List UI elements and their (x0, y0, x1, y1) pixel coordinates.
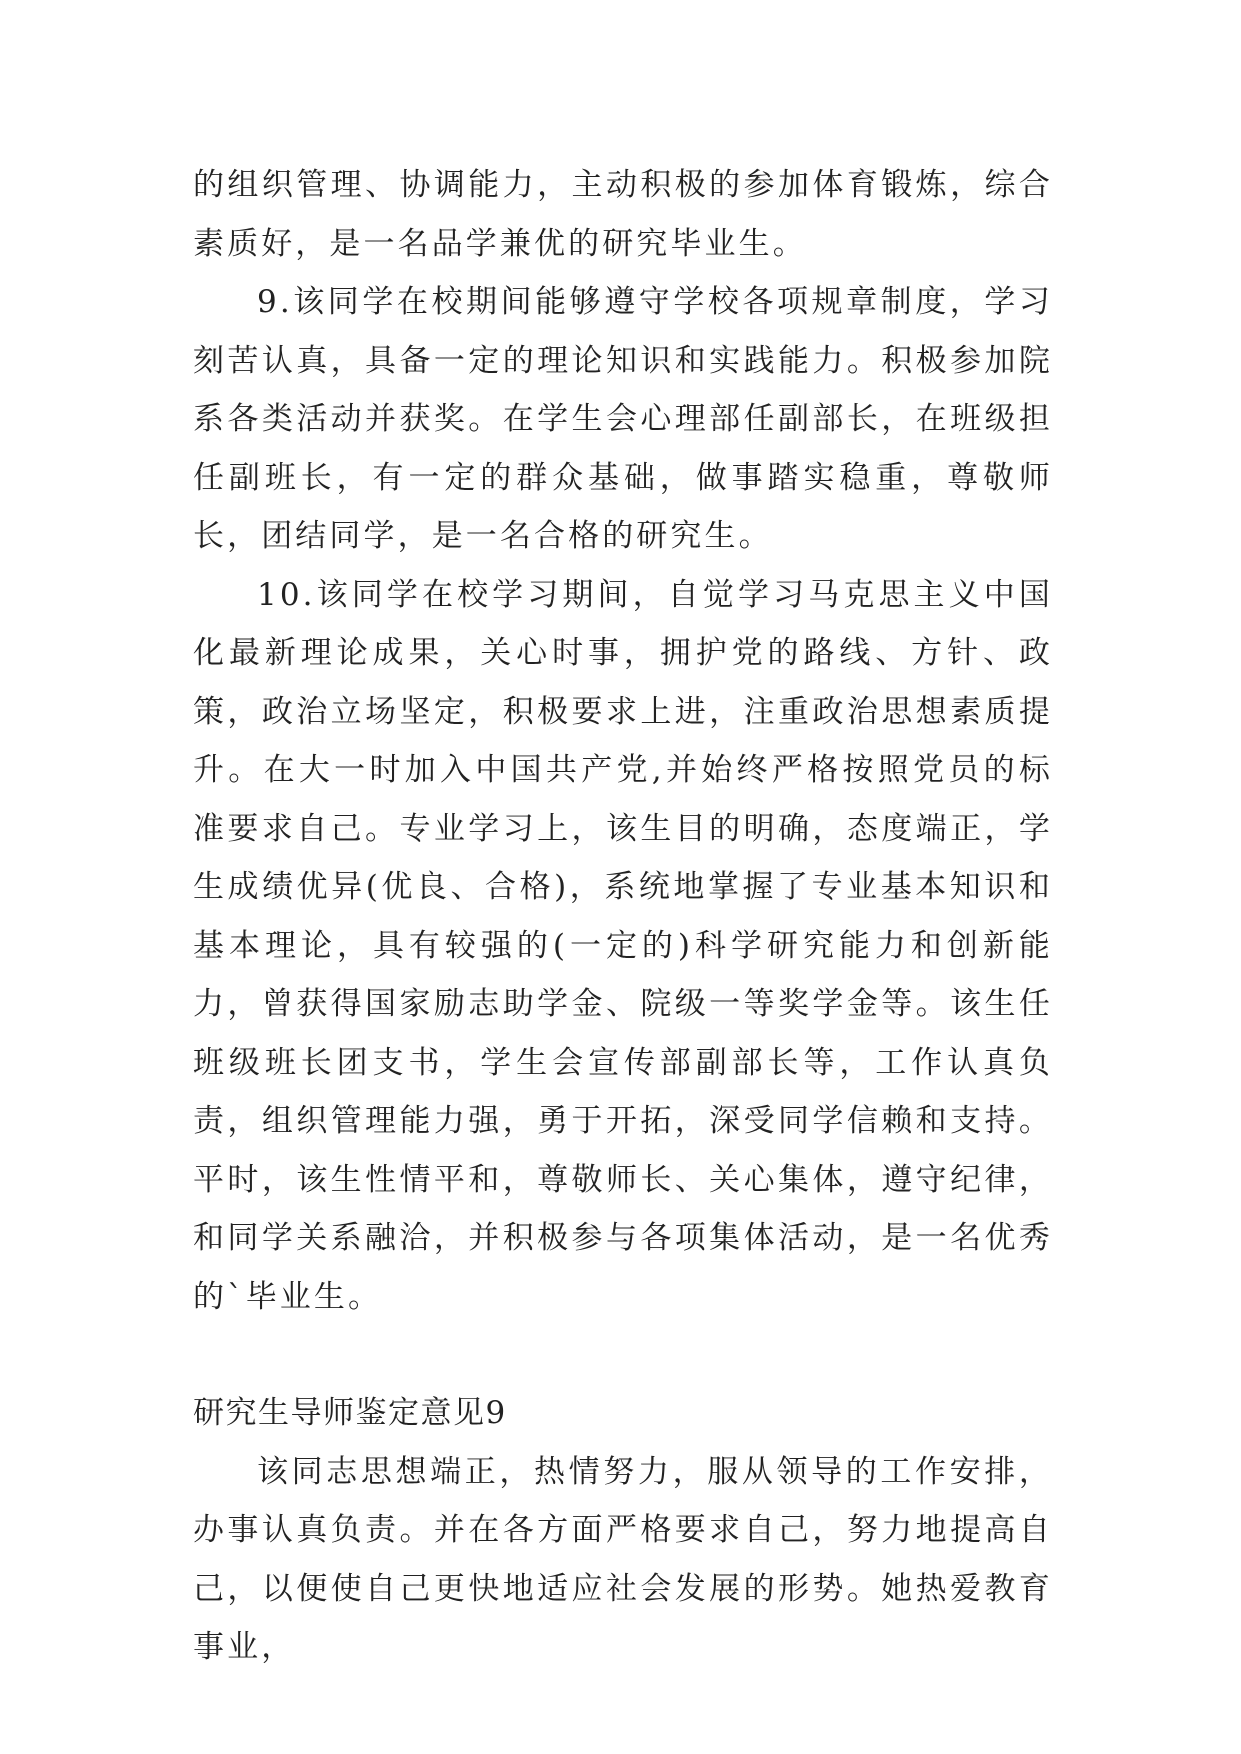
document-body (193, 156, 1053, 1677)
paragraph-item-9: 9.该同学在校期间能够遵守学校各项规章制度，学习刻苦认真，具备一定的理论知识和实践能力。积极参加院系各类活动并获奖。在学生会心理部任副部长，在班级担任副班长，有一定的群众基础，做事踏实稳重，尊敬师长，团结同学，是一名合格的研究生。 (193, 284, 1053, 554)
paragraph-item-10: 10.该同学在校学习期间，自觉学习马克思主义中国化最新理论成果，关心时事，拥护党的路线、方针、政策，政治立场坚定，积极要求上进，注重政治思想素质提升。在大一时加入中国共产党,并始终严格按照党员的标准要求自己。专业学习上，该生目的明确，态度端正，学生成绩优异(优良、合格)，系统地掌握了专业基本知识和基本理论，具有较强的(一定的)科学研究能力和创新能力，曾获得国家励志助学金、院级一等奖学金等。该生任班级班长团支书，学生会宣传部副部长等，工作认真负责，组织管理能力强，勇于开拓，深受同学信赖和支持。平时，该生性情平和，尊敬师长、关心集体，遵守纪律，和同学关系融洽，并积极参与各项集体活动，是一名优秀的`毕业生。 (193, 576, 1053, 1315)
paragraph-opinion-9: 该同志思想端正，热情努力，服从领导的工作安排，办事认真负责。并在各方面严格要求自己，努力地提高自己，以便使自己更快地适应社会发展的形势。她热爱教育事业， (193, 1453, 1053, 1665)
paragraph-continuation: 的组织管理、协调能力，主动积极的参加体育锻炼，综合素质好，是一名品学兼优的研究毕业生。 (193, 167, 1053, 262)
section-heading: 研究生导师鉴定意见9 (193, 1395, 507, 1431)
